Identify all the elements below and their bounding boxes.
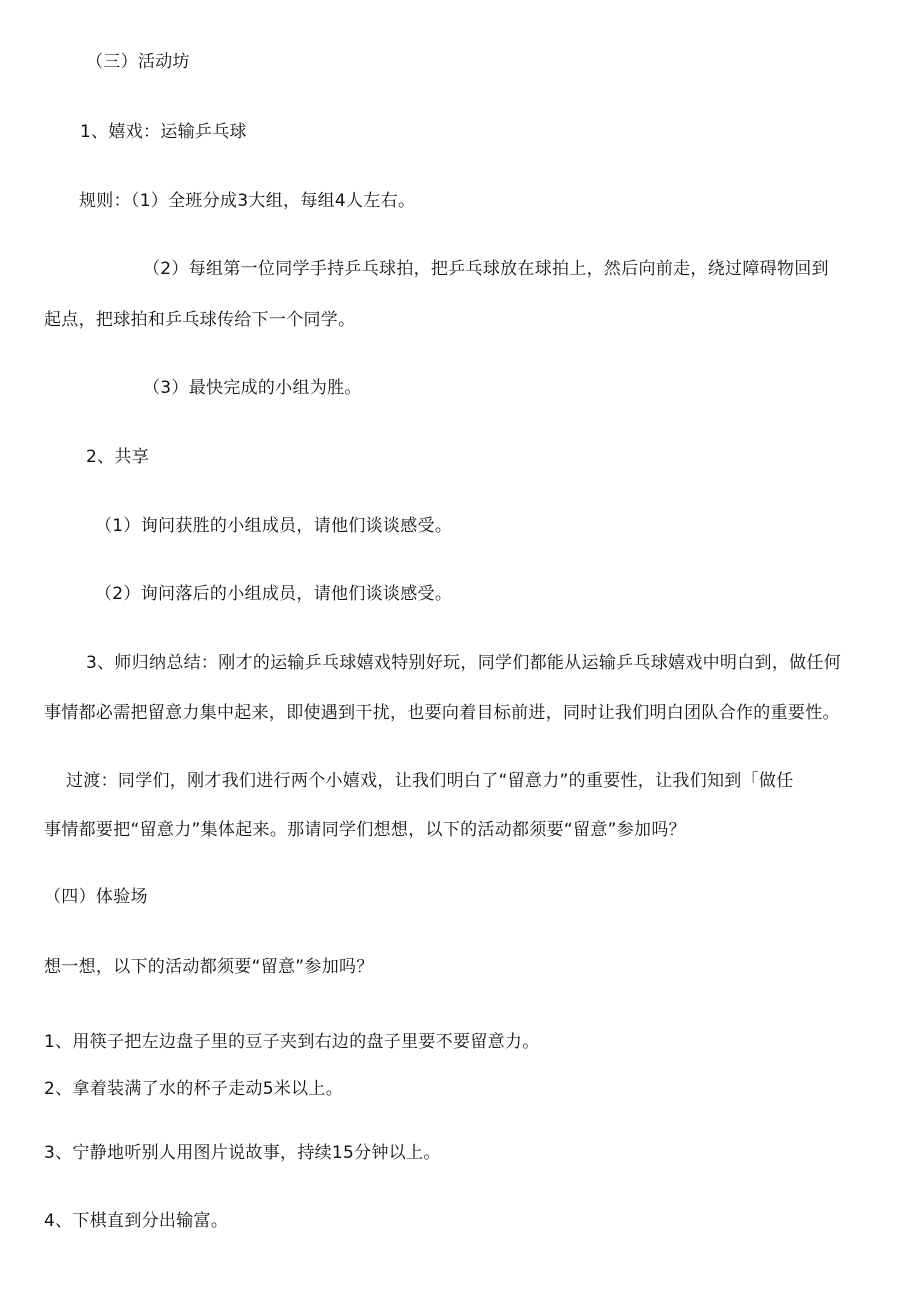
share-item-2: （2）询问落后的小组成员，请他们谈谈感受。 [95, 584, 453, 604]
game-title: 1、嬉戏：运输乒乓球 [80, 122, 247, 142]
transition-line-1: 过渡：同学们，刚才我们进行两个小嬉戏，让我们明白了“留意力”的重要性，让我们知到「做任 [66, 771, 794, 791]
rule-1: 规则：（1）全班分成3大组，每组4人左右。 [79, 191, 416, 211]
share-item-1: （1）询问获胜的小组成员，请他们谈谈感受。 [95, 516, 453, 536]
summary-line-2: 事情都必需把留意力集中起来，即使遇到干扰，也要向着目标前进，同时让我们明白团队合作的重要性。 [44, 703, 840, 723]
activity-item-2: 2、拿着装满了水的杯子走动5米以上。 [44, 1079, 344, 1099]
section-4-heading: （四）体验场 [44, 887, 148, 907]
section-3-heading: （三）活动坊 [86, 52, 190, 72]
rule-3: （3）最快完成的小组为胜。 [143, 378, 362, 398]
activity-item-4: 4、下棋直到分出输富。 [44, 1211, 229, 1231]
share-title: 2、共享 [86, 447, 150, 467]
rule-2-line-2: 起点，把球拍和乒乓球传给下一个同学。 [44, 310, 356, 330]
transition-line-2: 事情都要把“留意力”集体起来。那请同学们想想，以下的活动都须要“留意”参加吗？ [44, 820, 686, 840]
rule-2-line-1: （2）每组第一位同学手持乒乓球拍，把乒乓球放在球拍上，然后向前走，绕过障碍物回到 [143, 259, 829, 279]
summary-line-1: 3、师归纳总结：刚才的运输乒乓球嬉戏特别好玩，同学们都能从运输乒乓球嬉戏中明白到，做任何 [86, 653, 842, 673]
section-4-question: 想一想，以下的活动都须要“留意”参加吗？ [44, 957, 374, 977]
activity-item-3: 3、宁静地听别人用图片说故事，持续15分钟以上。 [44, 1143, 441, 1163]
activity-item-1: 1、用筷子把左边盘子里的豆子夹到右边的盘子里要不要留意力。 [44, 1032, 540, 1052]
